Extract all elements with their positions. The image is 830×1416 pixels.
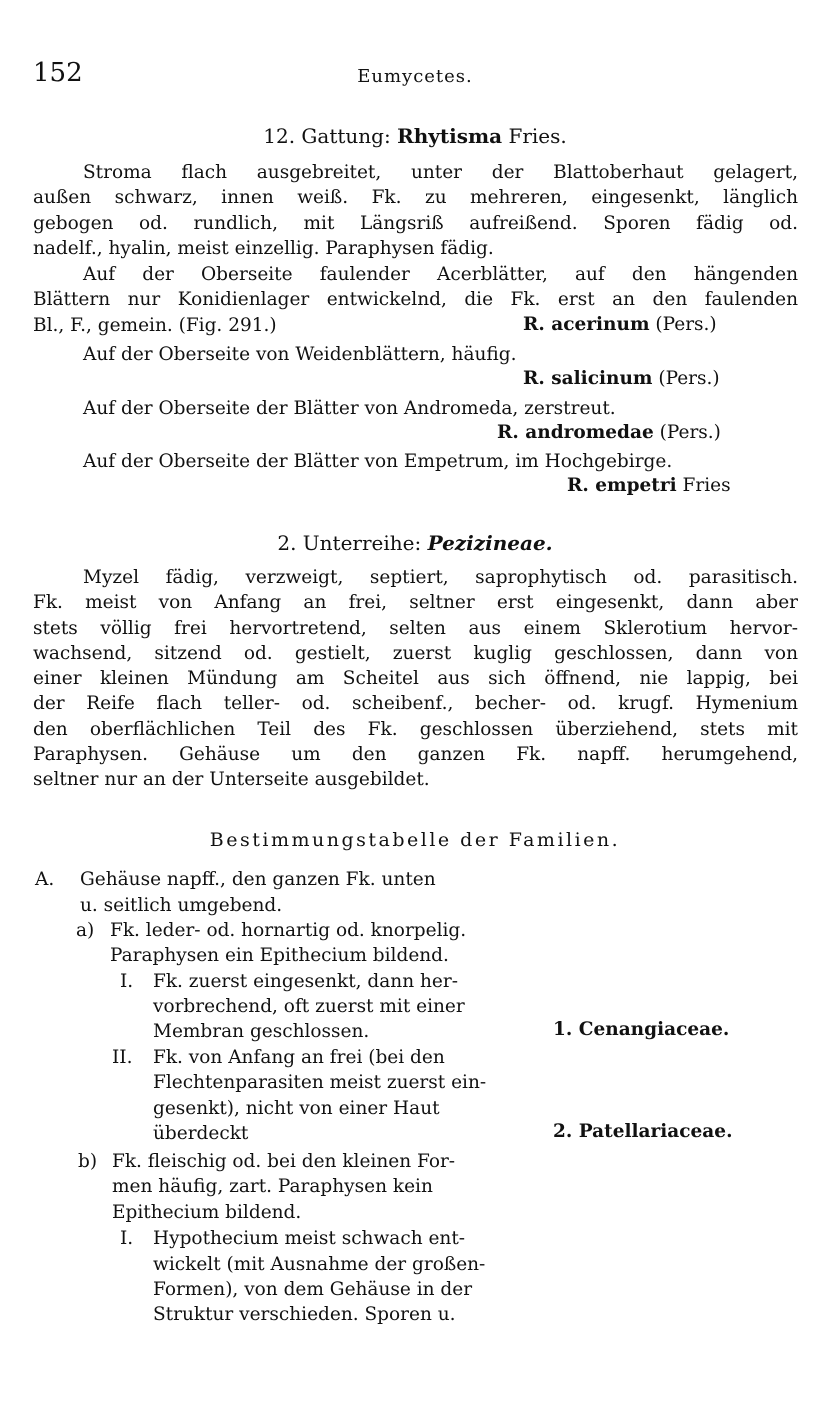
text-line: Auf der Oberseite von Weidenblättern, häufig.	[83, 344, 517, 365]
family-name: 2. Patellariaceae.	[553, 1121, 733, 1142]
genus-name: Rhytisma	[397, 124, 503, 148]
key-marker: A.	[35, 869, 55, 890]
genus-heading-prefix: 12. Gattung:	[263, 124, 391, 148]
species-entry	[33, 449, 798, 474]
text-line: den oberflächlichen Teil des Fk. geschlossen überziehend, stets mit	[33, 718, 798, 740]
text-line: nadelf., hyalin, meist einzellig. Paraphysen fädig.	[33, 237, 494, 259]
key-marker: I.	[120, 971, 134, 992]
key-line: Fk. leder- od. hornartig od. knorpelig.	[110, 920, 467, 941]
key-line: u. seitlich umgebend.	[80, 895, 283, 916]
key-line: Fk. von Anfang an frei (bei den	[153, 1047, 445, 1068]
suborder-name: Pezizineae.	[427, 531, 553, 555]
species-binomial: R. salicinum	[523, 368, 653, 389]
text-line: Bl., F., gemein. (Fig. 291.)	[33, 314, 277, 336]
key-line: Gehäuse napff., den ganzen Fk. unten	[80, 869, 436, 890]
key-line: gesenkt), nicht von einer Haut	[153, 1098, 440, 1119]
family-name: 1. Cenangiaceae.	[553, 1019, 730, 1040]
key-line: Hypothecium meist schwach ent-	[153, 1228, 466, 1249]
text-line: Paraphysen. Gehäuse um den ganzen Fk. napff. herumgehend,	[33, 744, 798, 766]
text-line: Myzel fädig, verzweigt, septiert, saprophytisch od. parasitisch.	[83, 567, 798, 588]
species-author: Fries	[682, 475, 731, 496]
text-line: stets völlig frei hervortretend, selten aus einem Sklerotium hervor-	[33, 617, 798, 639]
species-author: (Pers.)	[655, 314, 717, 335]
key-marker: I.	[120, 1228, 134, 1249]
key-line: Paraphysen ein Epithecium bildend.	[110, 945, 449, 966]
key-line: men häufig, zart. Paraphysen kein	[112, 1176, 433, 1197]
text-line: außen schwarz, innen weiß. Fk. zu mehreren, eingesenkt, länglich	[33, 187, 798, 209]
text-line: Auf der Oberseite der Blätter von Andromeda, zerstreut.	[83, 398, 616, 419]
key-line: Flechtenparasiten meist zuerst ein-	[153, 1072, 487, 1093]
text-line: Auf der Oberseite faulender Acerblätter, auf den hängenden	[83, 264, 798, 285]
species-author: (Pers.)	[659, 422, 721, 443]
species-binomial: R. empetri	[567, 475, 677, 496]
genus-description	[33, 160, 798, 261]
key-line: überdeckt	[153, 1123, 249, 1144]
species-entry	[33, 396, 798, 421]
text-line: Auf der Oberseite der Blätter von Empetrum, im Hochgebirge.	[83, 451, 673, 472]
page-number: 152	[33, 58, 83, 88]
key-line: Fk. fleischig od. bei den kleinen For-	[112, 1151, 456, 1172]
key-line: Fk. zuerst eingesenkt, dann her-	[153, 971, 458, 992]
text-line: Blättern nur Konidienlager entwickelnd, die Fk. erst an den faulenden	[33, 289, 798, 311]
text-line: Fk. meist von Anfang an frei, seltner erst eingesenkt, dann aber	[33, 592, 798, 614]
key-line: Struktur verschieden. Sporen u.	[153, 1304, 456, 1325]
species-name	[523, 314, 717, 335]
text-line: gebogen od. rundlich, mit Längsriß aufreißend. Sporen fädig od.	[33, 212, 798, 234]
suborder-heading	[0, 531, 830, 555]
suborder-heading-prefix: 2. Unterreihe:	[277, 531, 422, 555]
text-line: der Reife flach teller- od. scheibenf., becher- od. krugf. Hymenium	[33, 693, 798, 715]
species-binomial: R. acerinum	[523, 314, 650, 335]
suborder-description	[33, 565, 798, 793]
genus-author: Fries.	[508, 124, 567, 148]
species-name	[567, 475, 731, 496]
species-author: (Pers.)	[658, 368, 720, 389]
text-line: seltner nur an der Unterseite ausgebildet.	[33, 769, 430, 791]
species-entry	[33, 342, 798, 367]
key-line: vorbrechend, oft zuerst mit einer	[153, 996, 465, 1017]
key-line: wickelt (mit Ausnahme der großen-	[153, 1254, 486, 1275]
key-marker: b)	[78, 1151, 98, 1172]
key-marker: a)	[76, 920, 95, 941]
species-name	[497, 422, 721, 443]
running-title: Eumycetes.	[357, 66, 473, 87]
species-binomial: R. andromedae	[497, 422, 654, 443]
text-line: wachsend, sitzend od. gestielt, zuerst kuglig geschlossen, dann von	[33, 642, 798, 664]
key-line: Formen), von dem Gehäuse in der	[153, 1279, 473, 1300]
text-line: Stroma flach ausgebreitet, unter der Blattoberhaut gelagert,	[83, 162, 798, 183]
text-line: einer kleinen Mündung am Scheitel aus sich öffnend, nie lappig, bei	[33, 668, 798, 690]
key-title: Bestimmungstabelle der Familien.	[209, 829, 621, 851]
key-line: Epithecium bildend.	[112, 1202, 302, 1223]
species-name	[523, 368, 720, 389]
genus-heading	[0, 124, 830, 148]
key-line: Membran geschlossen.	[153, 1021, 370, 1042]
key-marker: II.	[112, 1047, 133, 1068]
